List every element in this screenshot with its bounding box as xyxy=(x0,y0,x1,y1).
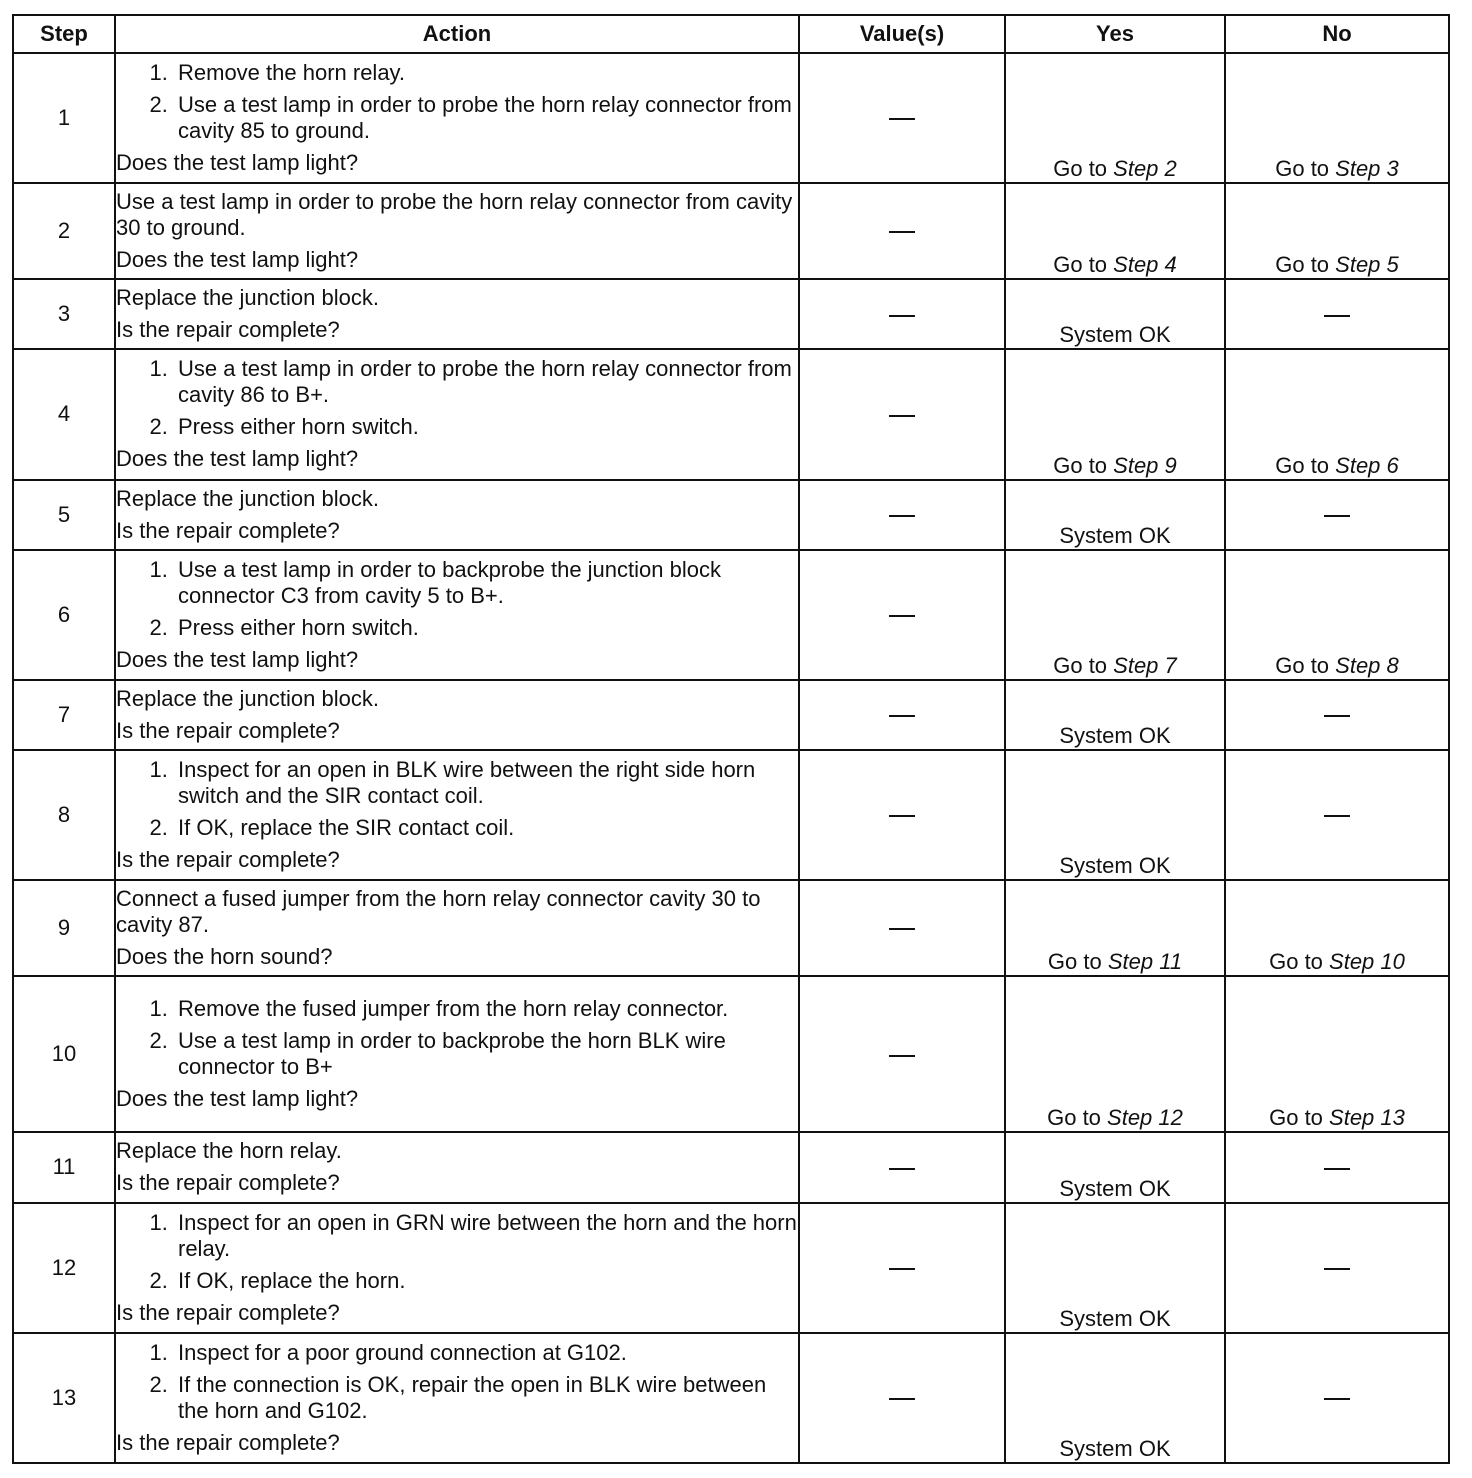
value-dash xyxy=(889,928,915,930)
no-cell xyxy=(1225,1333,1449,1463)
action-question: Is the repair complete? xyxy=(116,847,340,872)
no-step-ref: Step 8 xyxy=(1335,652,1399,678)
step-number: 8 xyxy=(13,750,115,880)
header-no: No xyxy=(1225,15,1449,53)
value-cell xyxy=(799,53,1005,183)
value-dash xyxy=(889,615,915,617)
table-row xyxy=(13,279,1449,349)
action-cell xyxy=(115,279,799,349)
table-body xyxy=(13,53,1449,1463)
no-dash xyxy=(1324,715,1350,717)
action-steps-list xyxy=(116,757,798,841)
yes-cell xyxy=(1005,349,1225,479)
action-step-item: 1. Remove the fused jumper from the horn relay connector. xyxy=(174,996,798,1022)
no-dash xyxy=(1324,1398,1350,1400)
action-step-item: 1. Remove the horn relay. xyxy=(174,60,798,86)
yes-cell xyxy=(1005,480,1225,550)
action-step-item: 1. Inspect for an open in GRN wire between the horn and the horn relay. xyxy=(174,1210,798,1262)
yes-cell xyxy=(1005,880,1225,976)
yes-result: System OK xyxy=(1059,322,1171,348)
action-text: Use a test lamp in order to probe the horn relay connector from cavity 30 to ground. xyxy=(116,189,793,241)
action-cell xyxy=(115,976,799,1132)
step-number: 12 xyxy=(13,1203,115,1333)
yes-cell xyxy=(1005,680,1225,750)
value-dash xyxy=(889,515,915,517)
action-question: Does the test lamp light? xyxy=(116,150,359,176)
action-question: Is the repair complete? xyxy=(116,717,340,743)
yes-result: System OK xyxy=(1059,1436,1171,1461)
action-question: Does the test lamp light? xyxy=(116,446,359,472)
action-cell xyxy=(115,1333,799,1463)
value-cell xyxy=(799,480,1005,550)
action-question: Is the repair complete? xyxy=(116,317,340,343)
yes-cell xyxy=(1005,550,1225,680)
value-dash xyxy=(889,118,915,120)
no-step-ref: Step 10 xyxy=(1329,949,1405,975)
action-step-item: 1. Inspect for an open in BLK wire between the right side horn switch and the SIR contact coil. xyxy=(174,757,798,809)
no-dash xyxy=(1324,315,1350,317)
action-cell xyxy=(115,349,799,479)
table-row xyxy=(13,976,1449,1132)
yes-cell xyxy=(1005,53,1225,183)
action-steps-list xyxy=(116,996,798,1080)
step-number: 5 xyxy=(13,480,115,550)
value-dash xyxy=(889,815,915,817)
action-step-item: 1. Inspect for a poor ground connection at G102. xyxy=(174,1340,798,1366)
no-goto-prefix: Go to xyxy=(1269,949,1330,975)
action-cell xyxy=(115,183,799,279)
yes-step-ref: Step 4 xyxy=(1113,252,1177,278)
yes-goto-prefix: Go to xyxy=(1053,156,1114,182)
value-cell xyxy=(799,1333,1005,1463)
yes-cell xyxy=(1005,1333,1225,1463)
action-question: Does the test lamp light? xyxy=(116,646,359,672)
value-cell xyxy=(799,1203,1005,1333)
step-number: 6 xyxy=(13,550,115,680)
value-cell xyxy=(799,279,1005,349)
table-row xyxy=(13,1333,1449,1463)
no-goto-prefix: Go to xyxy=(1269,1105,1330,1131)
step-number: 2 xyxy=(13,183,115,279)
value-dash xyxy=(889,415,915,417)
value-dash xyxy=(889,1398,915,1400)
value-cell xyxy=(799,1132,1005,1202)
action-cell xyxy=(115,1132,799,1202)
yes-cell xyxy=(1005,750,1225,880)
value-dash xyxy=(889,1055,915,1057)
action-cell xyxy=(115,750,799,880)
value-dash xyxy=(889,1168,915,1170)
action-question: Is the repair complete? xyxy=(116,1299,340,1325)
action-question: Does the horn sound? xyxy=(116,944,333,970)
yes-step-ref: Step 11 xyxy=(1107,949,1183,975)
no-goto-prefix: Go to xyxy=(1275,652,1336,678)
action-step-item: 2. If OK, replace the horn. xyxy=(174,1268,798,1294)
action-cell xyxy=(115,880,799,976)
action-step-item: 2. Use a test lamp in order to probe the horn relay connector from cavity 85 to ground. xyxy=(174,92,798,144)
action-step-item: 1. Use a test lamp in order to backprobe the junction block connector C3 from cavity 5 to B+. xyxy=(174,557,798,609)
yes-cell xyxy=(1005,279,1225,349)
table-row xyxy=(13,550,1449,680)
yes-step-ref: Step 12 xyxy=(1107,1105,1183,1131)
yes-result: System OK xyxy=(1059,1175,1171,1201)
table-row xyxy=(13,750,1449,880)
yes-goto-prefix: Go to xyxy=(1053,252,1114,278)
action-step-item: 1. Use a test lamp in order to probe the horn relay connector from cavity 86 to B+. xyxy=(174,356,798,408)
no-cell xyxy=(1225,750,1449,880)
value-cell xyxy=(799,976,1005,1132)
action-step-item: 2. If the connection is OK, repair the open in BLK wire between the horn and G102. xyxy=(174,1372,798,1424)
no-cell xyxy=(1225,880,1449,976)
header-row xyxy=(13,15,1449,53)
yes-goto-prefix: Go to xyxy=(1047,1105,1108,1131)
value-cell xyxy=(799,680,1005,750)
yes-cell xyxy=(1005,1132,1225,1202)
no-step-ref: Step 13 xyxy=(1329,1105,1405,1131)
action-cell xyxy=(115,480,799,550)
no-cell xyxy=(1225,279,1449,349)
table-row xyxy=(13,53,1449,183)
table-row xyxy=(13,183,1449,279)
yes-step-ref: Step 9 xyxy=(1113,452,1177,478)
step-number: 4 xyxy=(13,349,115,479)
action-step-item: 2. Press either horn switch. xyxy=(174,615,798,641)
step-number: 10 xyxy=(13,976,115,1132)
value-dash xyxy=(889,1268,915,1270)
no-goto-prefix: Go to xyxy=(1275,452,1336,478)
yes-cell xyxy=(1005,976,1225,1132)
no-cell xyxy=(1225,480,1449,550)
action-cell xyxy=(115,680,799,750)
table-row xyxy=(13,1132,1449,1202)
step-number: 9 xyxy=(13,880,115,976)
action-text: Replace the junction block. xyxy=(116,485,379,511)
action-question: Does the test lamp light? xyxy=(116,1086,359,1112)
value-cell xyxy=(799,349,1005,479)
no-step-ref: Step 6 xyxy=(1335,452,1399,478)
action-text: Replace the horn relay. xyxy=(116,1138,342,1164)
diagnostic-table xyxy=(12,14,1450,1464)
value-cell xyxy=(799,183,1005,279)
yes-goto-prefix: Go to xyxy=(1053,452,1114,478)
no-goto-prefix: Go to xyxy=(1275,156,1336,182)
yes-result: System OK xyxy=(1059,722,1171,748)
action-steps-list xyxy=(116,1340,798,1424)
action-text: Replace the junction block. xyxy=(116,685,379,711)
no-cell xyxy=(1225,680,1449,750)
value-dash xyxy=(889,715,915,717)
action-question: Is the repair complete? xyxy=(116,1170,340,1196)
table-row xyxy=(13,880,1449,976)
action-step-item: 2. Use a test lamp in order to backprobe the horn BLK wire connector to B+ xyxy=(174,1028,798,1080)
action-cell xyxy=(115,1203,799,1333)
no-cell xyxy=(1225,53,1449,183)
no-cell xyxy=(1225,550,1449,680)
yes-result: System OK xyxy=(1059,1305,1171,1331)
yes-result: System OK xyxy=(1059,853,1171,879)
table-row xyxy=(13,480,1449,550)
step-number: 7 xyxy=(13,680,115,750)
action-text: Connect a fused jumper from the horn relay connector cavity 30 to cavity 87. xyxy=(116,886,761,938)
header-yes: Yes xyxy=(1005,15,1225,53)
header-action: Action xyxy=(115,15,799,53)
yes-step-ref: Step 2 xyxy=(1113,156,1177,182)
action-steps-list xyxy=(116,557,798,641)
no-step-ref: Step 5 xyxy=(1335,252,1399,278)
no-cell xyxy=(1225,976,1449,1132)
yes-goto-prefix: Go to xyxy=(1047,949,1108,975)
no-goto-prefix: Go to xyxy=(1275,252,1336,278)
yes-step-ref: Step 7 xyxy=(1113,652,1177,678)
no-dash xyxy=(1324,515,1350,517)
value-cell xyxy=(799,880,1005,976)
step-number: 13 xyxy=(13,1333,115,1463)
action-cell xyxy=(115,53,799,183)
yes-cell xyxy=(1005,183,1225,279)
action-question: Is the repair complete? xyxy=(116,517,340,543)
no-dash xyxy=(1324,815,1350,817)
action-step-item: 2. If OK, replace the SIR contact coil. xyxy=(174,815,798,841)
action-steps-list xyxy=(116,60,798,144)
no-dash xyxy=(1324,1168,1350,1170)
action-text: Replace the junction block. xyxy=(116,285,379,311)
step-number: 1 xyxy=(13,53,115,183)
no-step-ref: Step 3 xyxy=(1335,156,1399,182)
no-dash xyxy=(1324,1268,1350,1270)
step-number: 11 xyxy=(13,1132,115,1202)
header-step: Step xyxy=(13,15,115,53)
action-question: Does the test lamp light? xyxy=(116,247,359,273)
yes-goto-prefix: Go to xyxy=(1053,652,1114,678)
no-cell xyxy=(1225,349,1449,479)
value-dash xyxy=(889,231,915,233)
yes-result: System OK xyxy=(1059,522,1171,548)
value-cell xyxy=(799,550,1005,680)
action-step-item: 2. Press either horn switch. xyxy=(174,414,798,440)
table-row xyxy=(13,680,1449,750)
no-cell xyxy=(1225,1132,1449,1202)
step-number: 3 xyxy=(13,279,115,349)
header-values: Value(s) xyxy=(799,15,1005,53)
action-question: Is the repair complete? xyxy=(116,1429,340,1455)
value-dash xyxy=(889,315,915,317)
no-cell xyxy=(1225,183,1449,279)
table-row xyxy=(13,1203,1449,1333)
yes-cell xyxy=(1005,1203,1225,1333)
no-cell xyxy=(1225,1203,1449,1333)
action-steps-list xyxy=(116,356,798,440)
action-cell xyxy=(115,550,799,680)
table-row xyxy=(13,349,1449,479)
action-steps-list xyxy=(116,1210,798,1294)
value-cell xyxy=(799,750,1005,880)
